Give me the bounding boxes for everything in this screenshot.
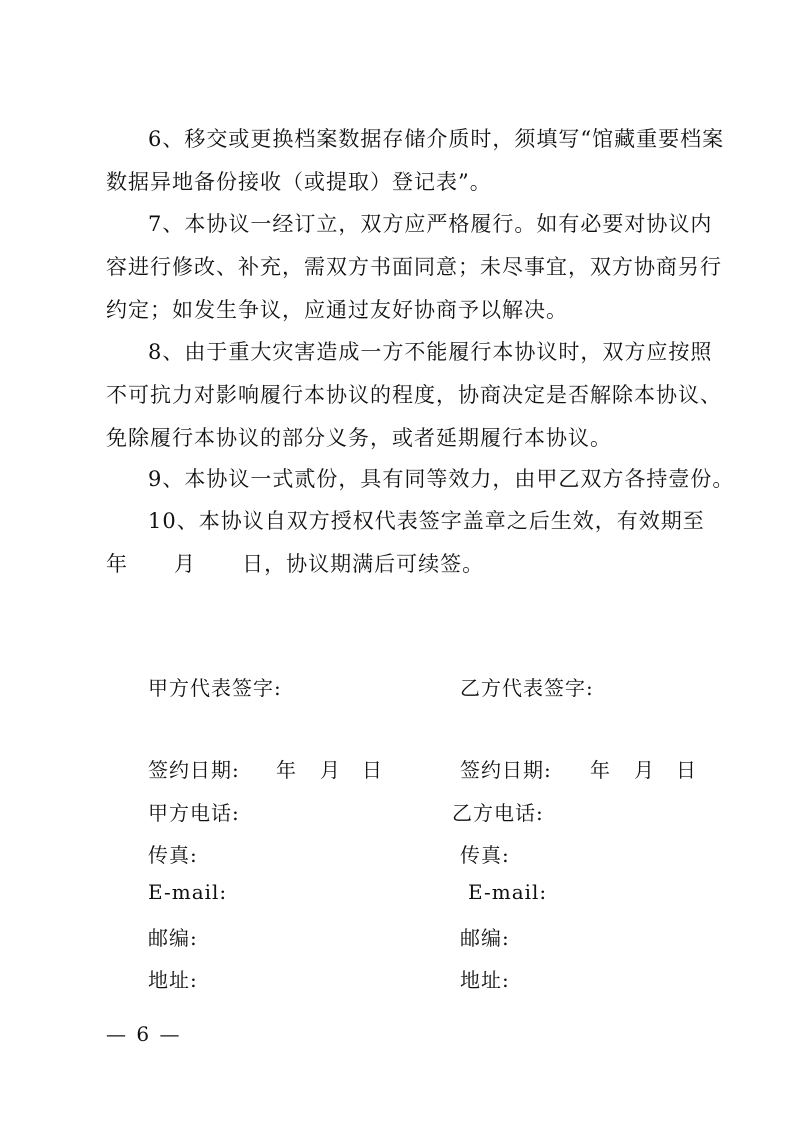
- clause-line: 7、本协议一经订立，双方应严格履行。如有必要对协议内: [148, 212, 713, 236]
- party-b-date-day: 日: [676, 758, 697, 782]
- party-a-date-day: 日: [362, 758, 383, 782]
- party-a-phone-label: 甲方电话:: [148, 801, 240, 825]
- party-b-phone-label: 乙方电话:: [452, 801, 544, 825]
- party-b-postcode-label: 邮编:: [460, 926, 510, 950]
- clause-line: 8、由于重大灾害造成一方不能履行本协议时，双方应按照: [148, 340, 713, 364]
- clause-8: [106, 331, 722, 460]
- page-number: — 6 —: [106, 1022, 182, 1046]
- party-b-date-year: 年: [590, 758, 611, 782]
- party-b-date-month: 月: [634, 758, 655, 782]
- party-b-fax-label: 传真:: [460, 843, 510, 867]
- clause-line: 不可抗力对影响履行本协议的程度，协商决定是否解除本协议、: [106, 383, 722, 407]
- party-b-address-label: 地址:: [460, 968, 510, 992]
- party-a-address-label: 地址:: [148, 968, 198, 992]
- party-b-date-label: 签约日期:: [460, 758, 552, 782]
- party-a-email-label: E-mail:: [148, 880, 228, 904]
- party-b-signature-label: 乙方代表签字:: [460, 676, 594, 700]
- clause-line: 约定；如发生争议，应通过友好协商予以解决。: [106, 298, 568, 322]
- clause-line: 6、移交或更换档案数据存储介质时，须填写“馆藏重要档案: [148, 127, 725, 151]
- clause-6: [106, 118, 725, 204]
- party-a-fax-label: 传真:: [148, 843, 198, 867]
- party-b-email-label: E-mail:: [468, 880, 548, 904]
- clause-line: 10、本协议自双方授权代表签字盖章之后生效，有效期至: [148, 509, 705, 533]
- party-a-date-year: 年: [276, 758, 297, 782]
- clause-10: [106, 500, 705, 586]
- party-a-postcode-label: 邮编:: [148, 926, 198, 950]
- party-a-date-label: 签约日期:: [148, 758, 240, 782]
- clause-7: [106, 203, 722, 332]
- party-a-date-month: 月: [320, 758, 341, 782]
- clause-line: 年 月 日，协议期满后可续签。: [106, 552, 485, 576]
- clause-line: 容进行修改、补充，需双方书面同意；未尽事宜，双方协商另行: [106, 255, 722, 279]
- clause-line: 9、本协议一式贰份，具有同等效力，由甲乙双方各持壹份。: [148, 467, 735, 491]
- clause-line: 免除履行本协议的部分义务，或者延期履行本协议。: [106, 426, 612, 450]
- clause-line: 数据异地备份接收（或提取）登记表”。: [106, 170, 492, 194]
- party-a-signature-label: 甲方代表签字:: [148, 676, 282, 700]
- clause-9: [106, 458, 735, 501]
